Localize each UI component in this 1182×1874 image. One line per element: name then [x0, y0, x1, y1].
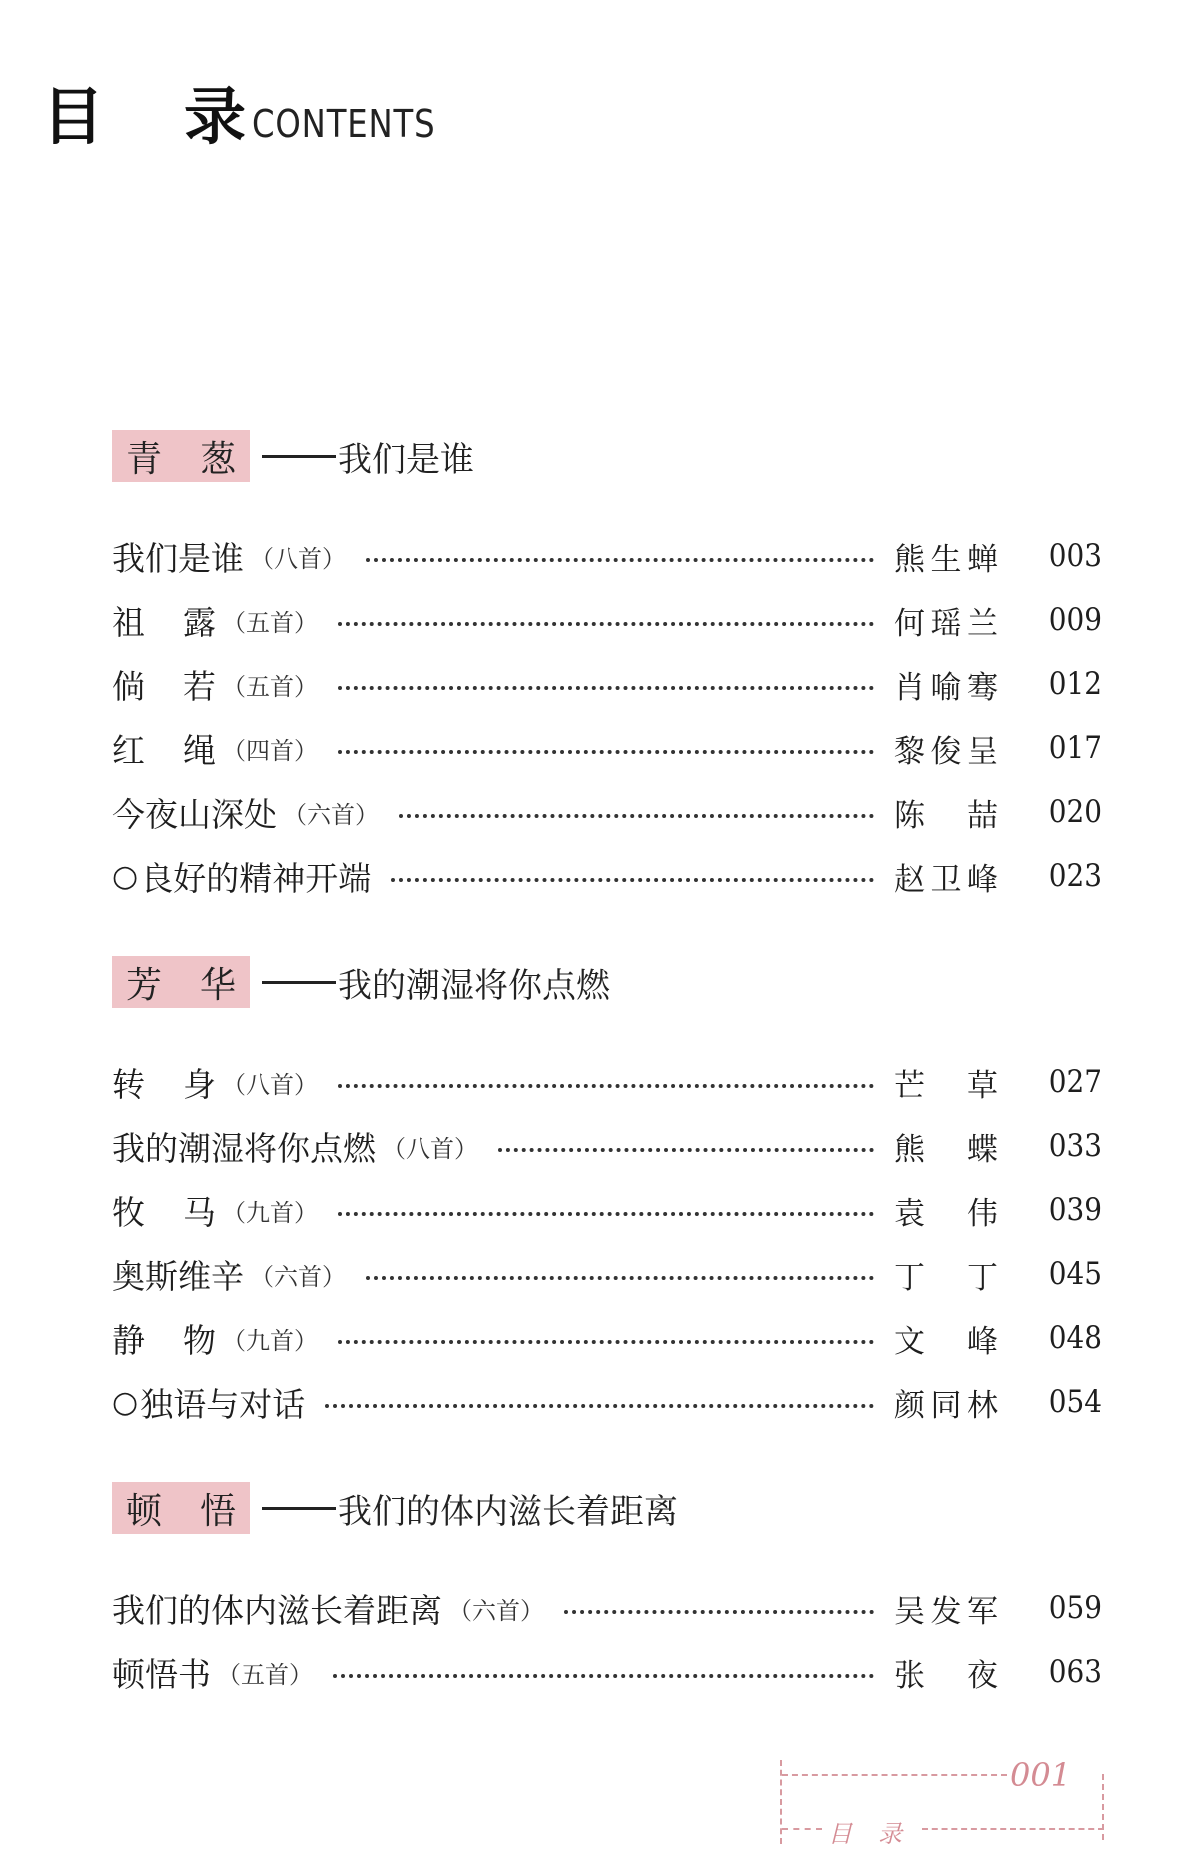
section-label-char: 葱	[199, 438, 236, 480]
entry-poem-count: （八首）	[222, 1070, 318, 1099]
toc-entry[interactable]	[112, 1640, 1102, 1704]
entry-title	[112, 661, 318, 708]
entry-poem-count: （九首）	[222, 1198, 318, 1227]
footer-label	[828, 1814, 902, 1849]
entry-author-char: 峰	[967, 1323, 998, 1360]
entry-author-char: 伟	[967, 1195, 998, 1232]
entry-author-char: 发	[930, 1593, 962, 1630]
entry-author-char: 熊	[894, 541, 925, 578]
entry-author	[894, 1188, 998, 1233]
dot-leader	[338, 1340, 874, 1344]
entry-author	[894, 598, 998, 643]
dot-leader	[564, 1610, 874, 1614]
entry-title-text: 物	[183, 1320, 216, 1360]
dot-leader	[338, 1084, 874, 1088]
circle-marker-icon: ○	[112, 858, 139, 894]
entry-page-number: 009	[1048, 602, 1102, 638]
entry-author-char: 吴	[894, 1593, 925, 1630]
toc-section	[112, 430, 1102, 908]
entry-poem-count: （八首）	[382, 1134, 478, 1163]
entry-author	[894, 1316, 998, 1361]
footer-label-char: 录	[878, 1820, 902, 1848]
section-heading	[112, 956, 1102, 1008]
entry-author-char: 瑶	[930, 605, 962, 642]
section-label	[112, 956, 250, 1008]
section-dash	[262, 981, 336, 984]
entry-title-text: 倘	[112, 666, 145, 706]
toc-entry[interactable]	[112, 780, 1102, 844]
entry-page-number: 012	[1048, 666, 1102, 702]
entry-author-char: 呈	[967, 733, 998, 770]
dot-leader	[338, 1212, 874, 1216]
entry-poem-count: （六首）	[283, 800, 379, 829]
entry-author-char: 蝶	[967, 1131, 998, 1168]
entry-title-text: 我的潮湿将你点燃	[112, 1128, 376, 1168]
footer-label-char: 目	[828, 1820, 852, 1848]
section-label-char: 悟	[199, 1490, 236, 1532]
toc-entry[interactable]	[112, 652, 1102, 716]
section-heading	[112, 430, 1102, 482]
entry-page-number: 063	[1048, 1654, 1102, 1690]
entry-author	[894, 534, 998, 579]
entry-author-char: 黎	[894, 733, 925, 770]
toc-entry[interactable]	[112, 1050, 1102, 1114]
entry-title	[112, 1379, 305, 1426]
entry-title-text: 顿悟书	[112, 1654, 211, 1694]
section-subtitle: 我们的体内滋长着距离	[338, 1491, 678, 1532]
entry-poem-count: （五首）	[222, 608, 318, 637]
toc-entry[interactable]	[112, 716, 1102, 780]
entry-author-char: 陈	[894, 797, 925, 834]
entry-author	[894, 1124, 998, 1169]
entry-page-number: 054	[1048, 1384, 1102, 1420]
entry-page-number: 017	[1048, 730, 1102, 766]
toc-entry[interactable]	[112, 588, 1102, 652]
entry-author-char: 肖	[894, 669, 925, 706]
entry-author	[894, 790, 998, 835]
entry-title-text: 身	[183, 1064, 216, 1104]
circle-marker-icon: ○	[112, 1384, 139, 1420]
entry-author-char: 丁	[894, 1259, 925, 1296]
footer-page-box	[780, 1756, 1104, 1848]
entry-title-text: 我们的体内滋长着距离	[112, 1590, 442, 1630]
section-label-char: 芳	[126, 964, 163, 1006]
toc-section	[112, 1482, 1102, 1704]
toc-entry[interactable]	[112, 1306, 1102, 1370]
entry-page-number: 059	[1048, 1590, 1102, 1626]
footer-page-number: 001	[1010, 1756, 1072, 1794]
entry-title-text: 露	[183, 602, 216, 642]
entry-page-number: 039	[1048, 1192, 1102, 1228]
title-char-mu: 目	[42, 80, 105, 153]
entry-title	[112, 853, 371, 900]
entry-author-char: 林	[967, 1387, 998, 1424]
dot-leader	[338, 686, 874, 690]
entry-title-text: 今夜山深处	[112, 794, 277, 834]
toc-section	[112, 956, 1102, 1434]
entry-title	[112, 1123, 478, 1170]
toc-entry[interactable]	[112, 1242, 1102, 1306]
entry-author-char: 芒	[894, 1067, 925, 1104]
entry-author	[894, 726, 998, 771]
entry-page-number: 045	[1048, 1256, 1102, 1292]
entry-author-char: 蝉	[967, 541, 998, 578]
entry-title-text: 马	[183, 1192, 216, 1232]
toc-entry[interactable]	[112, 524, 1102, 588]
entry-title-text: 静	[112, 1320, 145, 1360]
entry-title-text: 良好的精神开端	[140, 858, 372, 898]
title-char-lu: 录	[184, 80, 247, 153]
entry-poem-count: （六首）	[448, 1596, 544, 1625]
toc-entry[interactable]	[112, 844, 1102, 908]
entry-author-char: 峰	[967, 861, 998, 898]
entry-page-number: 033	[1048, 1128, 1102, 1164]
section-label-char: 华	[199, 964, 236, 1006]
entry-title-text: 奥斯维辛	[112, 1256, 244, 1296]
entry-author-char: 文	[894, 1323, 925, 1360]
entry-title	[112, 1315, 318, 1362]
section-label	[112, 430, 250, 482]
dot-leader	[325, 1404, 874, 1408]
entry-author-char: 骞	[967, 669, 998, 706]
entry-author-char: 熊	[894, 1131, 925, 1168]
section-subtitle: 我们是谁	[338, 439, 474, 480]
entry-title-text: 绳	[183, 730, 216, 770]
entry-poem-count: （五首）	[222, 672, 318, 701]
dot-leader	[399, 814, 874, 818]
entry-title-text: 转	[112, 1064, 145, 1104]
entry-author-char: 喆	[967, 797, 998, 834]
page-title	[42, 68, 468, 153]
dot-leader	[366, 558, 874, 562]
entry-title	[112, 533, 346, 580]
entry-page-number: 027	[1048, 1064, 1102, 1100]
entry-page-number: 048	[1048, 1320, 1102, 1356]
entry-page-number: 003	[1048, 538, 1102, 574]
entry-author-char: 同	[930, 1387, 962, 1424]
entry-author-char: 夜	[967, 1657, 998, 1694]
entry-poem-count: （五首）	[217, 1660, 313, 1689]
entry-poem-count: （八首）	[250, 544, 346, 573]
title-english: CONTENTS	[252, 102, 436, 146]
entry-title	[112, 1649, 313, 1696]
dot-leader	[333, 1674, 874, 1678]
entry-title	[112, 1585, 544, 1632]
entry-author-char: 卫	[930, 861, 962, 898]
dot-leader	[338, 622, 874, 626]
section-heading	[112, 1482, 1102, 1534]
entry-author	[894, 1252, 998, 1297]
dot-leader	[366, 1276, 874, 1280]
entry-title-text: 独语与对话	[140, 1384, 306, 1424]
entry-title-text: 牧	[112, 1192, 145, 1232]
entry-page-number: 020	[1048, 794, 1102, 830]
section-dash	[262, 455, 336, 458]
section-label	[112, 1482, 250, 1534]
entry-author-char: 张	[894, 1657, 925, 1694]
toc-entry[interactable]	[112, 1576, 1102, 1640]
entry-author-char: 草	[967, 1067, 998, 1104]
entry-author-char: 俊	[930, 733, 962, 770]
entry-author	[894, 662, 998, 707]
entry-author-char: 军	[967, 1593, 998, 1630]
section-label-char: 青	[126, 438, 163, 480]
entry-author-char: 何	[894, 605, 925, 642]
toc-entry[interactable]	[112, 1370, 1102, 1434]
entry-poem-count: （四首）	[222, 736, 318, 765]
entry-author-char: 生	[930, 541, 962, 578]
section-subtitle: 我的潮湿将你点燃	[338, 965, 610, 1006]
dot-leader	[391, 878, 874, 882]
entry-title-text: 红	[112, 730, 145, 770]
entry-author-char: 喻	[930, 669, 962, 706]
entry-author	[894, 1060, 998, 1105]
entry-author-char: 赵	[894, 861, 925, 898]
entry-title	[112, 725, 318, 772]
entry-author	[894, 1380, 998, 1425]
section-dash	[262, 1507, 336, 1510]
entry-title	[112, 597, 318, 644]
toc-entry[interactable]	[112, 1178, 1102, 1242]
entry-author-char: 丁	[967, 1259, 998, 1296]
entry-title	[112, 1251, 346, 1298]
entry-poem-count: （六首）	[250, 1262, 346, 1291]
entry-author-char: 袁	[894, 1195, 925, 1232]
section-label-char: 顿	[126, 1490, 163, 1532]
entry-poem-count: （九首）	[222, 1326, 318, 1355]
entry-author-char: 兰	[967, 605, 998, 642]
entry-title-text: 若	[183, 666, 216, 706]
entry-author	[894, 1586, 998, 1631]
entry-author	[894, 1650, 998, 1695]
entry-title	[112, 789, 379, 836]
dot-leader	[338, 750, 874, 754]
entry-page-number: 023	[1048, 858, 1102, 894]
entry-author-char: 颜	[894, 1387, 925, 1424]
entry-title	[112, 1059, 318, 1106]
entry-author	[894, 854, 998, 899]
entry-title-text: 我们是谁	[112, 538, 244, 578]
dot-leader	[498, 1148, 874, 1152]
table-of-contents	[112, 430, 1102, 1704]
toc-entry[interactable]	[112, 1114, 1102, 1178]
entry-title-text: 祖	[112, 602, 145, 642]
entry-title	[112, 1187, 318, 1234]
